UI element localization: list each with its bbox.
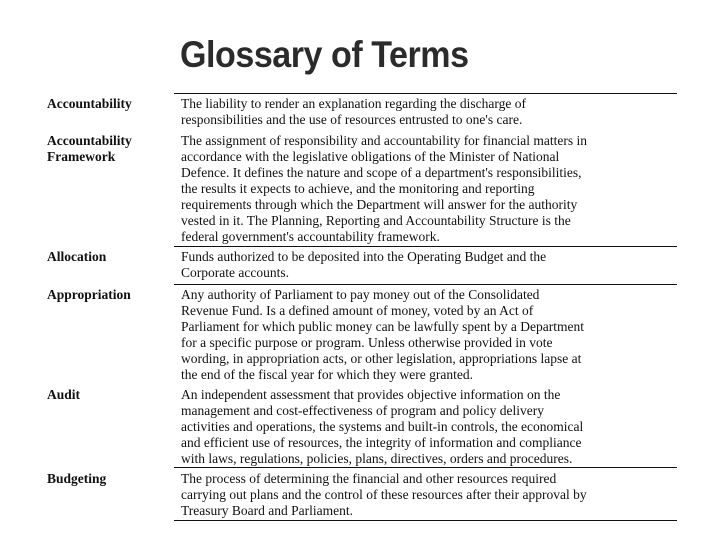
term-budgeting: Budgeting [47, 471, 107, 486]
divider [174, 467, 677, 468]
term-allocation: Allocation [47, 249, 107, 264]
divider [174, 246, 677, 247]
divider [174, 284, 677, 285]
divider [174, 520, 677, 521]
divider [174, 93, 677, 94]
term-accountability: Accountability [47, 96, 132, 111]
definition-accountability-framework: The assignment of responsibility and accountability for financial matters in accordance with the legislative obligations of the Minister of National Defence. It defines the nature and scope of a department's responsibilities, the results it expects to achieve, and the monitoring and reporting requirements through which the Department will answer for the authority vested in it. The Planning, Reporting and Accountability Structure is the federal government's accountability framework. [181, 133, 588, 244]
term-accountability-framework: Accountability Framework [47, 133, 132, 164]
definition-accountability: The liability to render an explanation regarding the discharge of responsibilities and the use of resources entrusted to one's care. [181, 96, 527, 127]
term-audit: Audit [47, 387, 81, 402]
definition-allocation: Funds authorized to be deposited into the Operating Budget and the Corporate accounts. [181, 249, 547, 280]
page-title: Glossary of Terms [180, 34, 469, 75]
definition-audit: An independent assessment that provides objective information on the management and cost-effectiveness of program and policy delivery activities and operations, the systems and built-in controls, the economical and efficient use of resources, the integrity of information and compliance with laws, regulations, policies, plans, directives, orders and procedures. [181, 387, 584, 466]
term-appropriation: Appropriation [47, 287, 131, 302]
definition-budgeting: The process of determining the financial and other resources required carrying out plans and the control of these resources after their approval by Treasury Board and Parliament. [181, 471, 587, 518]
definition-appropriation: Any authority of Parliament to pay money out of the Consolidated Revenue Fund. Is a defined amount of money, voted by an Act of Parliament for which public money can be lawfully spent by a Department for a specific purpose or program. Unless otherwise provided in vote wording, in appropriation acts, or other legislation, appropriations lapse at the end of the fiscal year for which they were granted. [181, 287, 585, 382]
